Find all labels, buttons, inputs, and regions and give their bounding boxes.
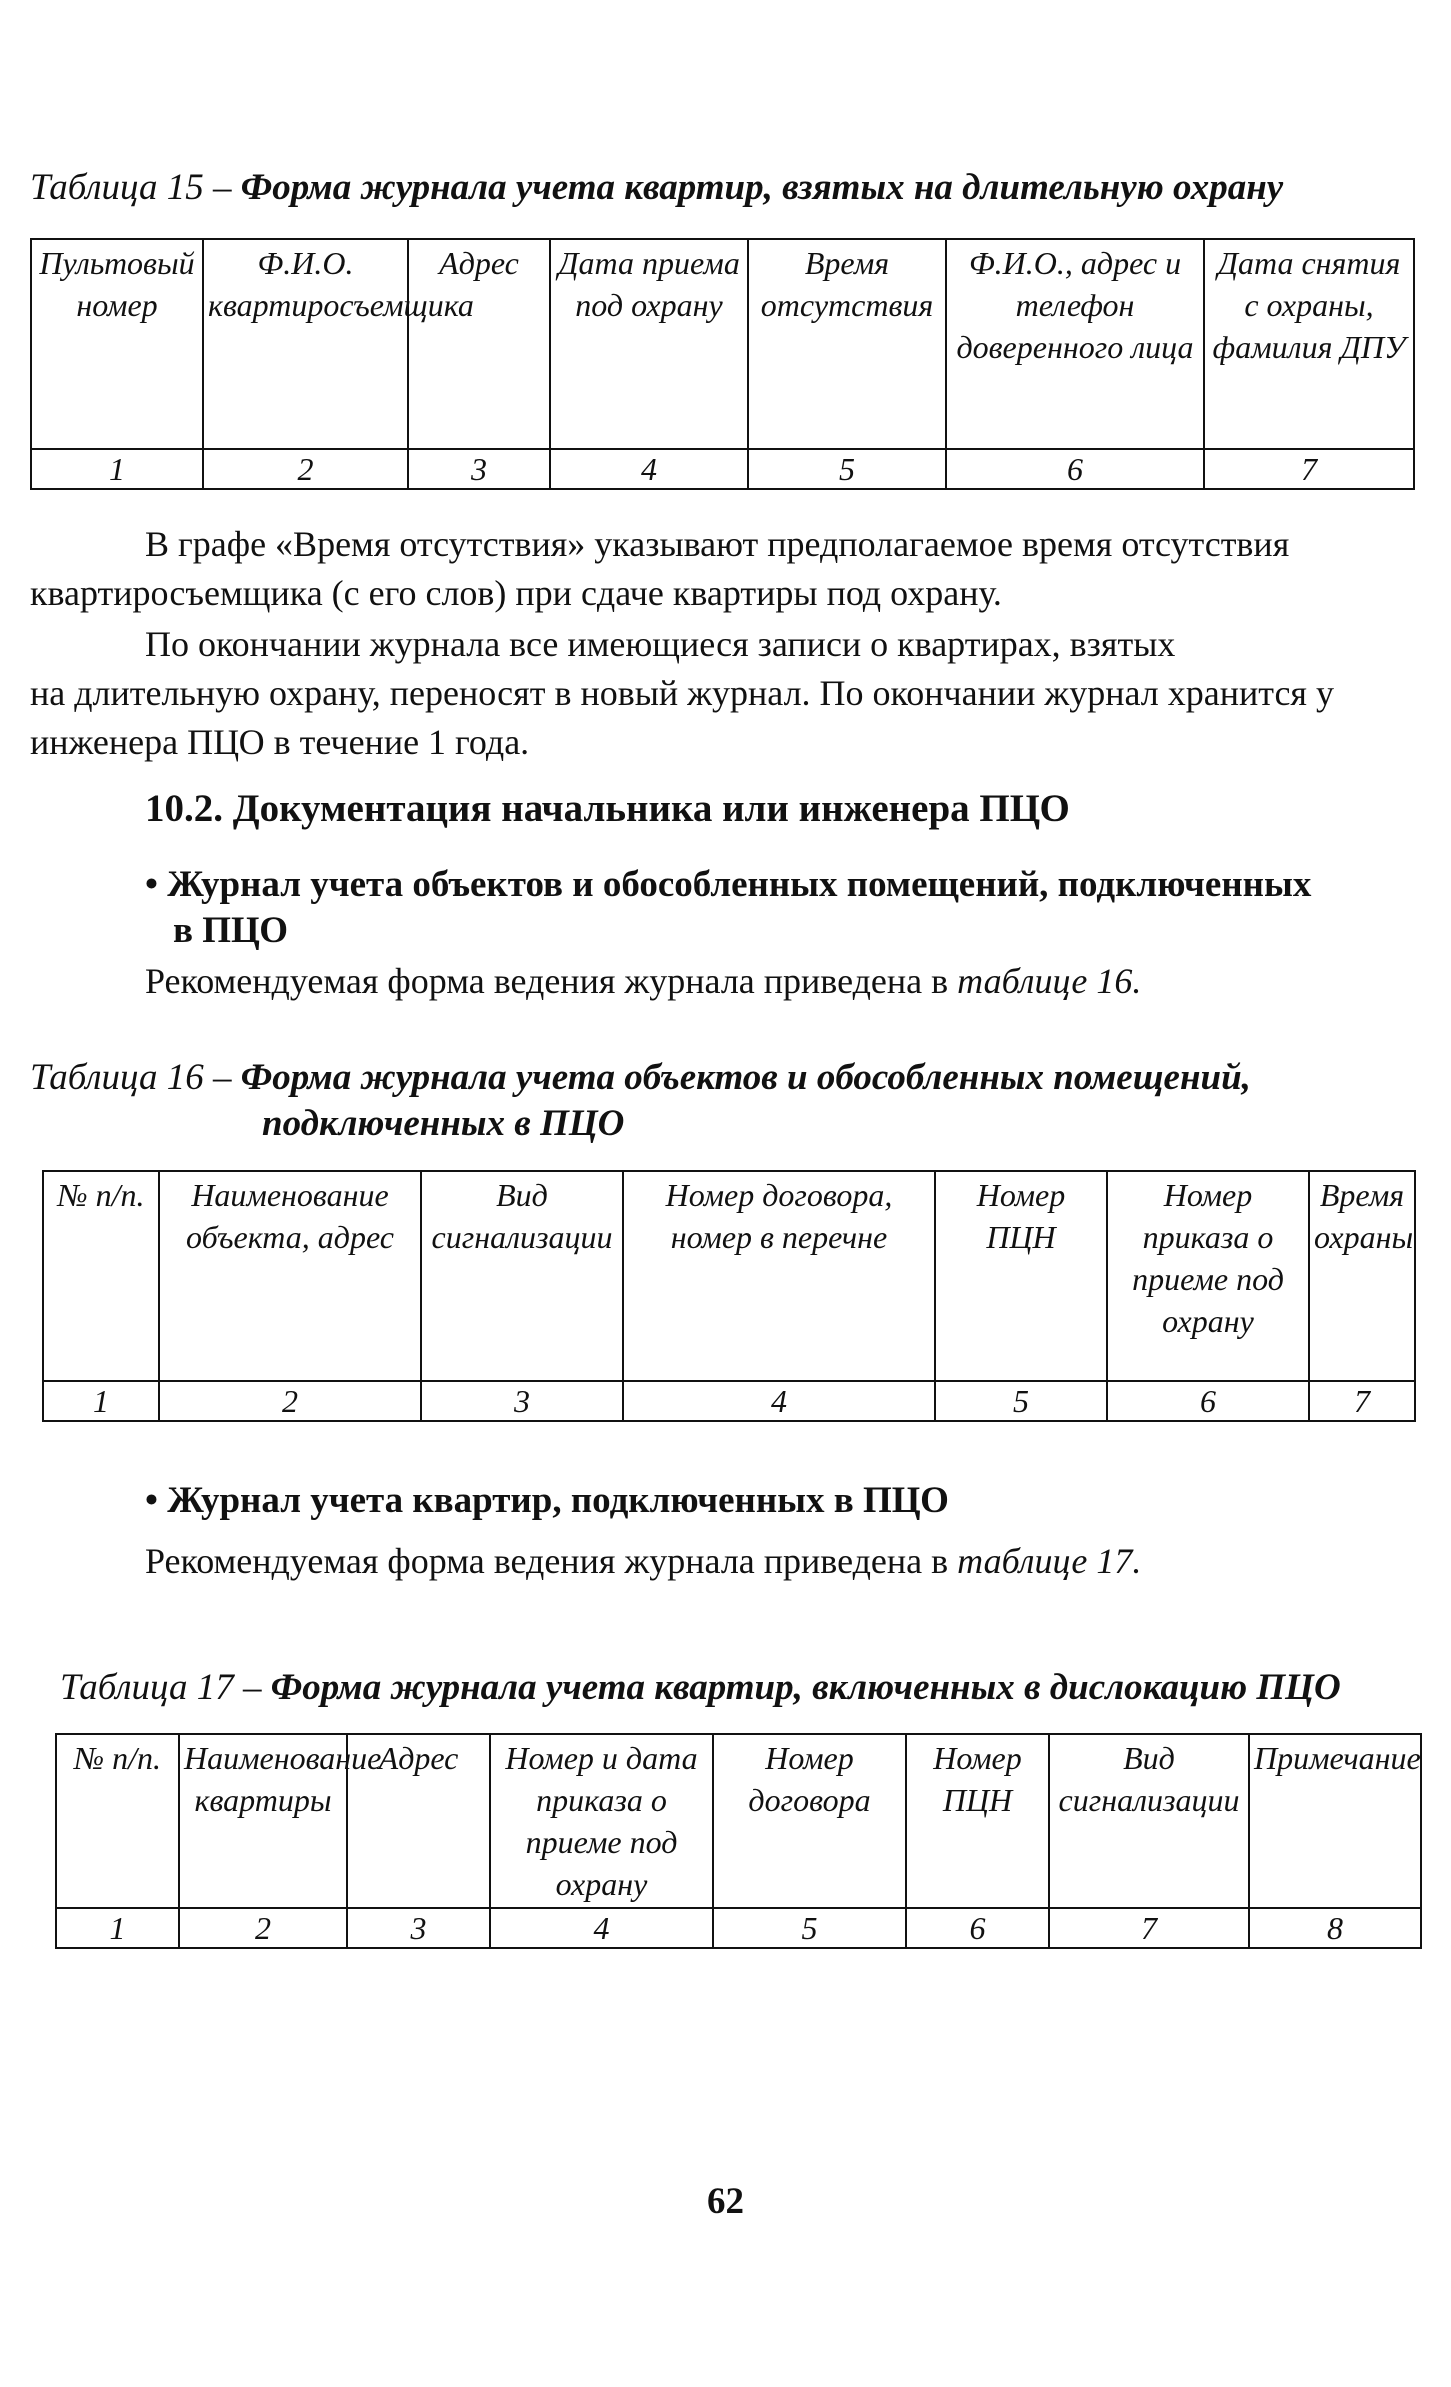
table16-caption-line1: Форма журнала учета объектов и обособленных помещений, [240,1057,1251,1098]
table16-caption-line2: подключенных в ПЦО [262,1103,625,1144]
note-text: Рекомендуемая форма ведения журнала приведена в [145,961,958,1001]
table15-header-cell: Адрес [408,239,550,449]
paragraph-line: квартиросъемщика (с его слов) при сдаче квартиры под охрану. [30,573,1002,613]
table17-caption-prefix: Таблица 17 – [60,1667,262,1708]
table16-header-cell: Номер ПЦН [935,1171,1107,1381]
table15-number-cell: 6 [946,449,1204,489]
table15-number-cell: 2 [203,449,408,489]
table17-header-cell: Номер ПЦН [906,1734,1049,1908]
paragraph-absence-time [30,520,1420,618]
table15-header-cell: Дата приема под охрану [550,239,748,449]
bullet1-note [145,958,1141,1004]
paragraph-line: на длительную охрану, переносят в новый журнал. По окончании журнал хранится у [30,673,1334,713]
table15-number-row [31,449,1414,489]
table15 [30,238,1415,490]
table15-header-cell: Дата снятия с охраны, фамилия ДПУ [1204,239,1414,449]
table17-number-cell: 8 [1249,1908,1421,1948]
table17-header-cell: Наименование квартиры [179,1734,347,1908]
table16 [42,1170,1416,1422]
table16-number-cell: 1 [43,1381,159,1421]
bullet-line: • Журнал учета объектов и обособленных помещений, подключенных [145,864,1312,905]
bullet-objects-journal [145,862,1435,954]
paragraph-journal-transfer [30,620,1420,767]
note-table-ref: таблице 16. [957,961,1142,1001]
table15-number-cell: 3 [408,449,550,489]
table15-caption [30,165,1430,211]
table15-number-cell: 4 [550,449,748,489]
table16-number-cell: 3 [421,1381,623,1421]
bullet-apartments-journal [145,1478,1435,1524]
table17-header-cell: Примечание [1249,1734,1421,1908]
table16-number-cell: 5 [935,1381,1107,1421]
paragraph-line: инженера ПЦО в течение 1 года. [30,722,530,762]
table15-number-cell: 1 [31,449,203,489]
page-number: 62 [707,2181,744,2222]
table16-header-cell: № п/п. [43,1171,159,1381]
table16-number-cell: 6 [1107,1381,1309,1421]
paragraph-line: В графе «Время отсутствия» указывают предполагаемое время отсутствия [145,524,1290,564]
table15-number-cell: 7 [1204,449,1414,489]
table17-caption-title: Форма журнала учета квартир, включенных в дислокацию ПЦО [270,1667,1341,1708]
table17-header-cell: № п/п. [56,1734,179,1908]
table17-number-cell: 4 [490,1908,713,1948]
table16-number-cell: 4 [623,1381,935,1421]
table17-number-cell: 1 [56,1908,179,1948]
note-text: Рекомендуемая форма ведения журнала приведена в [145,1541,958,1581]
bullet-line: • Журнал учета квартир, подключенных в ПЦО [145,1480,949,1521]
table16-caption [30,1055,1430,1147]
table17-number-cell: 6 [906,1908,1049,1948]
table15-header-cell: Ф.И.О., адрес и телефон доверенного лица [946,239,1204,449]
table15-header-row [31,239,1414,449]
section-heading: 10.2. Документация начальника или инженера ПЦО [145,787,1070,830]
table15-caption-title: Форма журнала учета квартир, взятых на длительную охрану [240,167,1284,208]
bullet-line: в ПЦО [173,910,289,951]
table16-header-row [43,1171,1415,1381]
table17-header-cell: Адрес [347,1734,490,1908]
table16-header-cell: Номер приказа о приеме под охрану [1107,1171,1309,1381]
table17-header-cell: Вид сигнализации [1049,1734,1249,1908]
table15-caption-prefix: Таблица 15 – [30,167,232,208]
table17-number-row [56,1908,1421,1948]
table16-caption-prefix: Таблица 16 – [30,1057,232,1098]
table15-number-cell: 5 [748,449,946,489]
table17-number-cell: 5 [713,1908,906,1948]
table17-number-cell: 3 [347,1908,490,1948]
table17-number-cell: 2 [179,1908,347,1948]
table16-number-row [43,1381,1415,1421]
table16-number-cell: 7 [1309,1381,1415,1421]
paragraph-line: По окончании журнала все имеющиеся записи о квартирах, взятых [145,624,1176,664]
table16-number-cell: 2 [159,1381,421,1421]
table17-number-cell: 7 [1049,1908,1249,1948]
table17-header-row [56,1734,1421,1908]
table17-caption [60,1665,1440,1711]
note-table-ref: таблице 17. [957,1541,1142,1581]
table16-header-cell: Вид сигнализации [421,1171,623,1381]
table17-header-cell: Номер договора [713,1734,906,1908]
table15-header-cell: Пультовый номер [31,239,203,449]
table16-header-cell: Время охраны [1309,1171,1415,1381]
table17-header-cell: Номер и дата приказа о приеме под охрану [490,1734,713,1908]
table15-header-cell: Время отсутствия [748,239,946,449]
bullet2-note [145,1538,1141,1584]
table16-header-cell: Наименование объекта, адрес [159,1171,421,1381]
table17 [55,1733,1422,1949]
table15-header-cell: Ф.И.О. квартиросъемщика [203,239,408,449]
table16-header-cell: Номер договора, номер в перечне [623,1171,935,1381]
